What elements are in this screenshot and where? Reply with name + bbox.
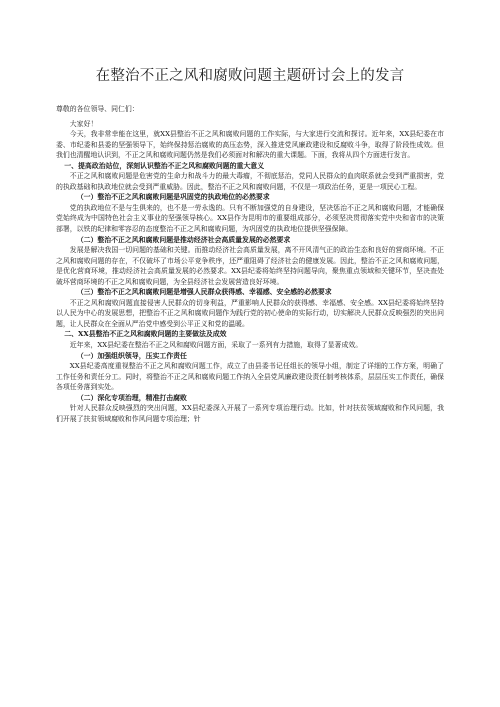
salutation: 尊敬的各位领导、同仁们： [56, 105, 139, 113]
paragraph: 不正之风和腐败问题直接侵害人民群众的切身利益，严重影响人民群众的获得感、幸福感、安全感。XX县纪委将始终坚持以人民为中心的发展思想，把整治不正之风和腐败问题作为践行党的初心使命的实际行动，切实解决人民群众反映强烈的突出问题，让人民群众在全面从严治党中感受到公平正义和党的温暖。 [56, 298, 444, 328]
paragraph: 今天，我非常幸能在这里，就XX县整治不正之风和腐败问题的工作实际，与大家进行交流和探讨。近年来，XX县纪委在市委、市纪委和县委的坚强领导下，始终保持惩治腐败的高压态势，深入推进党风廉政建设和反腐败斗争，取得了阶段性成效。但我们也清醒地认识到，不正之风和腐败问题仍然是我们必须面对和解决的重大课题。下面，我将从四个方面进行发言。 [56, 130, 444, 160]
paragraph: 发展是解决我国一切问题的基础和关键。而推动经济社会高质量发展，离不开风清气正的政治生态和良好的营商环境。不正之风和腐败问题的存在，不仅破坏了市场公平竞争秩序，还严重阻碍了经济社会的健康发展。因此，整治不正之风和腐败问题，是优化营商环境，推动经济社会高质量发展的必然要求。XX县纪委将始终坚持问题导向，聚焦重点领域和关键环节，坚决查处破坏营商环境的不正之风和腐败问题，为全县经济社会发展营造良好环境。 [56, 246, 444, 286]
subsection-heading: （三）整治不正之风和腐败问题是增强人民群众获得感、幸福感、安全感的必然要求 [76, 288, 332, 297]
subsection-heading: （一）加强组织领导，压实工作责任 [76, 351, 187, 360]
subsection-heading: （二）整治不正之风和腐败问题是推动经济社会高质量发展的必然要求 [76, 235, 291, 244]
document-title: 在整治不正之风和腐败问题主题研讨会上的发言 [95, 68, 405, 84]
subsection-heading: （二）深化专项治理，精准打击腐败 [76, 393, 187, 402]
document-body [56, 104, 444, 424]
section-heading: 一、提高政治站位，深刻认识整治不正之风和腐败问题的重大意义 [64, 161, 265, 170]
section-heading: 二、XX县整治不正之风和腐败问题的主要做法及成效 [64, 330, 227, 339]
paragraph: 近年来，XX县纪委在整治不正之风和腐败问题方面，采取了一系列有力措施，取得了显著成效。 [69, 341, 363, 350]
subsection-heading: （一）整治不正之风和腐败问题是巩固党的执政地位的必然要求 [76, 193, 270, 202]
paragraph: 党的执政地位不是与生俱来的，也不是一劳永逸的。只有不断加强党的自身建设，坚决惩治不正之风和腐败问题，才能确保党始终成为中国特色社会主义事业的坚强领导核心。XX县作为昆明市的重要组成部分，必须坚决贯彻落实党中央和省市的决策部署，以铁的纪律和零容忍的态度整治不正之风和腐败问题，为巩固党的执政地位提供坚强保障。 [56, 203, 444, 234]
paragraph: XX县纪委高度重视整治不正之风和腐败问题工作，成立了由县委书记任组长的领导小组，制定了详细的工作方案，明确了工作任务和责任分工。同时，将整治不正之风和腐败问题工作纳入全县党风廉政建设责任制考核体系，层层压实工作责任，确保各项任务落到实处。 [56, 362, 444, 392]
paragraph: 针对人民群众反映强烈的突出问题，XX县纪委深入开展了一系列专项治理行动。比如，针对扶贫领域腐败和作风问题，我们开展了扶贫领域腐败和作风问题专项治理；针 [56, 404, 444, 423]
paragraph: 不正之风和腐败问题是危害党的生命力和战斗力的最大毒瘤，不彻底惩治，党同人民群众的血肉联系就会受到严重损害，党的执政基础和执政地位就会受到严重威胁。因此，整治不正之风和腐败问题，不仅是一项政治任务，更是一项民心工程。 [56, 172, 444, 191]
paragraph: 大家好！ [69, 119, 98, 128]
